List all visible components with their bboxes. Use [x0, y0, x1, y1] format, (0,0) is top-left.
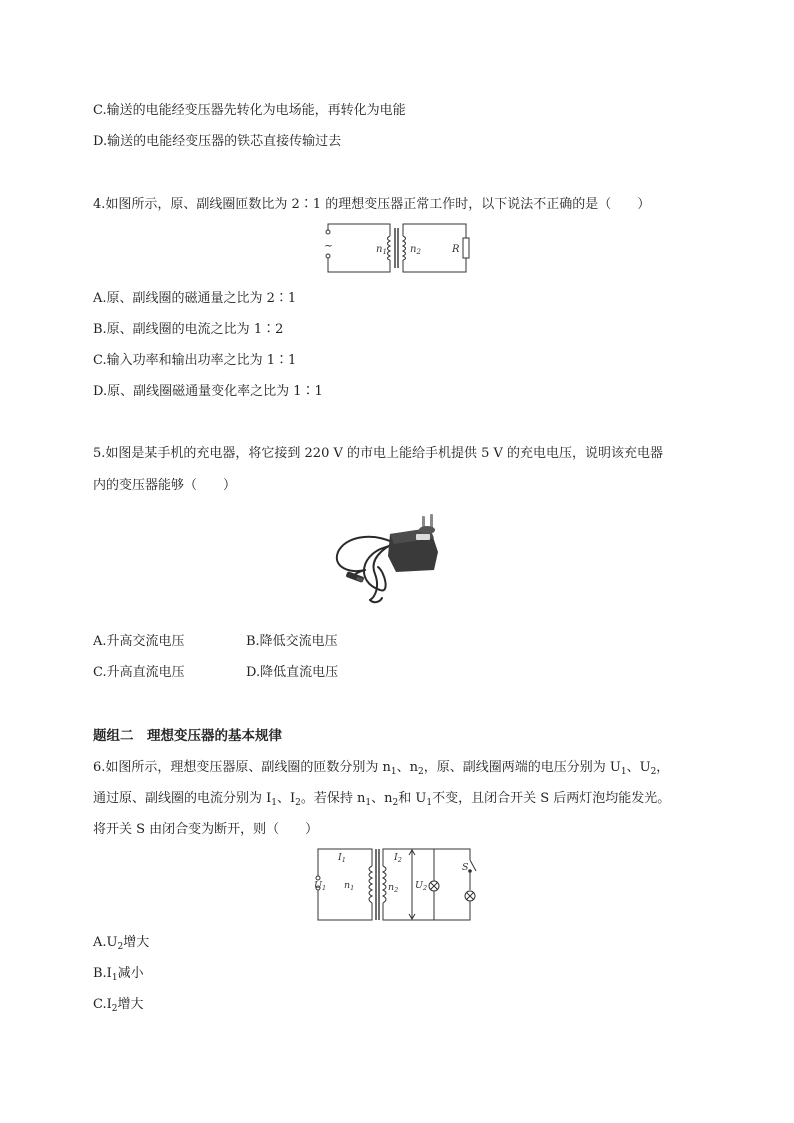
q6-stem-line2: 通过原、副线圈的电流分别为 $I_1$、$I_2$。若保持 $n_1$、$n_2$和 $U_1$不变，且闭合开关 S 后两灯泡均能发光。: [93, 791, 671, 808]
q4-transformer-circuit-figure: [318, 222, 474, 274]
q5-phone-charger-photo: [330, 512, 468, 607]
q5-option-a: A.升高交流电压: [93, 634, 185, 649]
q6-option-c: $C.I_2$增大: [93, 997, 144, 1014]
q5-stem-line1: 5.如图是某手机的充电器，将它接到 220 V 的市电上能给手机提供 5 V 的充电电压，说明该充电器: [93, 446, 664, 461]
q4-ac-source-symbol: ~: [324, 239, 334, 252]
q6-U1-label: $U_1$: [314, 880, 327, 892]
q5-stem-line2: 内的变压器能够（ ）: [93, 478, 237, 493]
q4-resistor-label: R: [452, 244, 460, 255]
q6-U2-label: $U_2$: [415, 880, 428, 892]
q4-option-a: A.原、副线圈的磁通量之比为 2∶1: [93, 291, 297, 306]
section-heading: 题组二 理想变压器的基本规律: [93, 728, 282, 744]
q4-option-d: D.原、副线圈磁通量变化率之比为 1∶1: [93, 384, 323, 399]
q4-n1-label: $n_1$: [376, 244, 387, 256]
q6-stem-line1: 6.如图所示，理想变压器原、副线圈的匝数分别为 $n_1$、$n_2$，原、副线圈两端的电压分别为 $U_1$、$U_2$，: [93, 760, 670, 777]
q6-stem-line3: 将开关 S 由闭合变为断开，则（ ）: [93, 822, 319, 837]
q4-option-c: C.输入功率和输出功率之比为 1∶1: [93, 353, 297, 368]
q6-n2-label: $n_2$: [388, 882, 399, 894]
q3-option-d: D.输送的电能经变压器的铁芯直接传输过去: [93, 134, 342, 149]
q6-n1-label: $n_1$: [344, 880, 355, 892]
q6-switch-label: S: [462, 862, 469, 873]
q6-I1-label: $I_1$: [338, 852, 346, 864]
q6-I2-label: $I_2$: [394, 852, 402, 864]
q3-option-c: C.输送的电能经变压器先转化为电场能，再转化为电能: [93, 103, 406, 118]
q5-option-b: B.降低交流电压: [246, 634, 338, 649]
q5-option-c: C.升高直流电压: [93, 665, 185, 680]
q5-option-d: D.降低直流电压: [246, 665, 339, 680]
q6-transformer-lamps-circuit-figure: [312, 846, 492, 924]
q4-option-b: B.原、副线圈的电流之比为 1∶2: [93, 322, 284, 337]
q4-n2-label: $n_2$: [410, 244, 421, 256]
q6-option-a: $A.U_2$增大: [93, 935, 150, 952]
q4-stem: 4.如图所示，原、副线圈匝数比为 2∶1 的理想变压器正常工作时，以下说法不正确的是（ ）: [93, 197, 651, 212]
q6-option-b: $B.I_1$减小: [93, 966, 144, 983]
